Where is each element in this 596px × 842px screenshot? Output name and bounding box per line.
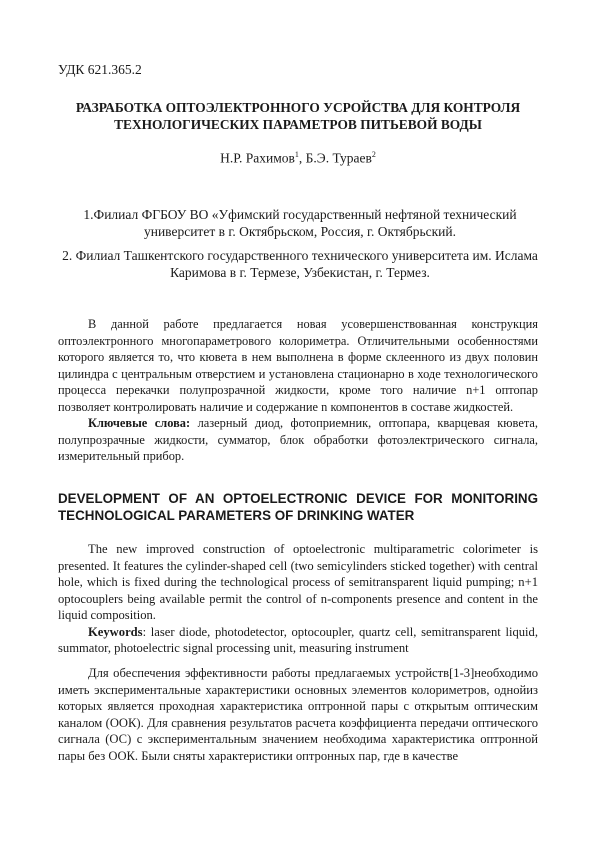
affiliation-1: 1.Филиал ФГБОУ ВО «Уфимский государственный нефтяной технический университет в г. Октябрьском, Россия, г. Октябрьский. — [83, 207, 517, 239]
keywords-russian — [58, 415, 538, 465]
keywords-english — [58, 624, 538, 657]
abstract-russian-text: В данной работе предлагается новая усовершенствованная конструкция оптоэлектронного многопараметрового колориметра. Отличительными особенностями которого является то, что кювета в нем выполнена в форме склеенного из двух половин цилиндра с центральным отверстием и установлена стационарно в ходе технологического процесса перекачки полупрозрачной жидкости, кроме того наличие n+1 оптопар позволяет контролировать наличие и содержание n компонентов в составе жидкостей. — [58, 317, 538, 414]
keywords-russian-label: Ключевые слова: — [88, 416, 191, 430]
author-2-affiliation-mark: 2 — [371, 150, 376, 159]
paper-title-english: DEVELOPMENT OF AN OPTOELECTRONIC DEVICE FOR MONITORING TECHNOLOGICAL PARAMETERS OF DRINKING WATER — [58, 491, 538, 523]
author-1-name: Н.Р. Рахимов — [220, 150, 295, 166]
abstract-english — [58, 541, 538, 657]
keywords-russian-list: лазерный диод, фотоприемник, оптопара, кварцевая кювета, полупрозрачные жидкости, сумматор, блок обработки фотоэлектрического сигнала, измерительный прибор. — [58, 416, 538, 463]
affiliation-2: 2. Филиал Ташкентского государственного технического университета им. Ислама Каримова в г. Термезе, Узбекистан, г. Термез. — [62, 248, 538, 280]
body-text — [58, 665, 538, 764]
author-1-affiliation-mark: 1 — [294, 150, 299, 159]
paper-title-russian: РАЗРАБОТКА ОПТОЭЛЕКТРОННОГО УСРОЙСТВА ДЛЯ КОНТРОЛЯ ТЕХНОЛОГИЧЕСКИХ ПАРАМЕТРОВ ПИТЬЕВОЙ ВОДЫ — [75, 100, 521, 132]
abstract-english-text: The new improved construction of optoelectronic multiparametric colorimeter is presented. It features the cylinder-shaped cell (two semicylinders sticked together) with central hole, which is fixed during the technological process of semitransparent liquid pumping; n+1 optocouplers being available permit the control of n-components presence and content in the liquid composition. — [58, 542, 538, 622]
authors-separator: , — [298, 150, 306, 166]
body-paragraph: Для обеспечения эффективности работы предлагаемых устройств[1-3]необходимо иметь экспериментальные характеристики основных элементов колориметров, однойиз которых является проходная характеристика оптронной пары с открытым оптическим каналом (ООК). Для сравнения результатов расчета коэффициента передачи оптического сигнала (ОС) с экспериментальным значением необходима характеристика оптронной пары без ООК. Были сняты характеристики оптронных пар, где в качестве — [58, 666, 538, 763]
author-2-name: Б.Э. Тураев — [305, 150, 372, 166]
authors-line — [0, 150, 596, 167]
udk-code: УДК 621.365.2 — [58, 62, 142, 77]
keywords-english-label: Keywords — [88, 624, 143, 639]
abstract-russian — [58, 316, 538, 465]
keywords-english-list: : laser diode, photodetector, optocoupler, quartz cell, semitransparent liquid, summator, photoelectric signal processing unit, measuring instrument — [58, 624, 538, 655]
